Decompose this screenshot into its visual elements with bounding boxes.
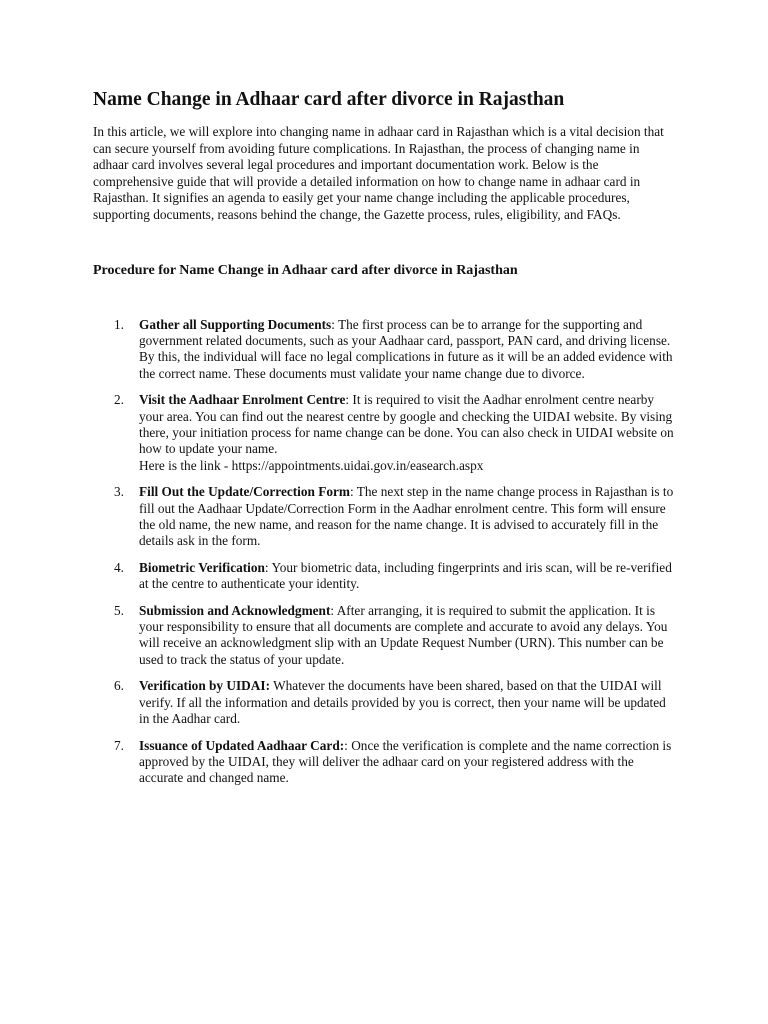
step-separator: :	[345, 392, 353, 408]
step-title: Fill Out the Update/Correction Form	[139, 484, 350, 500]
step-item	[93, 603, 675, 669]
step-number: 6.	[114, 678, 124, 694]
step-title: Submission and Acknowledgment	[139, 602, 331, 618]
step-text: Whatever the documents have been shared, based on that the UIDAI will verify. If all the information and details provided by you is correct, then your name will be updated in the Aadhar card.	[139, 678, 666, 727]
step-number: 7.	[114, 737, 124, 753]
step-number: 2.	[114, 392, 124, 408]
step-number: 3.	[114, 484, 124, 500]
step-title: Verification by UIDAI:	[139, 678, 270, 694]
step-text: The next step in the name change process in Rajasthan is to fill out the Aadhaar Update/Correction Form in the Aadhar enrolment centre. This form will ensure the old name, the new name, and reason for the name change. It is advised to accurately fill in the details ask in the form.	[139, 484, 674, 549]
section-heading: Procedure for Name Change in Adhaar card after divorce in Rajasthan	[93, 262, 518, 278]
step-separator: :	[344, 737, 352, 753]
step-item	[93, 678, 675, 727]
step-item	[93, 738, 675, 787]
step-separator: :	[331, 316, 338, 332]
step-text: The first process can be to arrange for the supporting and government related documents, such as your Aadhaar card, passport, PAN card, and driving license. By this, the individual will face no legal complications in future as it will be an added evidence with the correct name. These documents must validate your name change due to divorce.	[139, 316, 673, 381]
step-text: Once the verification is complete and the name correction is approved by the UIDAI, they will deliver the adhaar card on your registered address with the accurate and changed name.	[139, 737, 672, 786]
step-number: 4.	[114, 559, 124, 575]
step-number: 1.	[114, 316, 124, 332]
step-separator: :	[330, 602, 337, 618]
step-title: Issuance of Updated Aadhaar Card:	[139, 737, 345, 753]
intro-paragraph: In this article, we will explore into changing name in adhaar card in Rajasthan which is a vital decision that can secure yourself from avoiding future complications. In Rajasthan, the process of changing name in adhaar card involves several legal procedures and important documentation work. Below is the comprehensive guide that will provide a detailed information on how to change name in adhaar card in Rajasthan. It signifies an agenda to easily get your name change including the applicable procedures, supporting documents, reasons behind the change, the Gazette process, rules, eligibility, and FAQs.	[93, 124, 664, 222]
step-title: Visit the Aadhaar Enrolment Centre	[139, 392, 346, 408]
step-separator: :	[350, 484, 357, 500]
step-number: 5.	[114, 602, 124, 618]
step-item	[93, 560, 675, 593]
step-item	[93, 317, 675, 383]
step-title: Gather all Supporting Documents	[139, 316, 332, 332]
step-text: After arranging, it is required to submit the application. It is your responsibility to ensure that all documents are complete and accurate to avoid any delays. You will receive an acknowledgment slip with an Update Request Number (URN). This number can be used to track the status of your update.	[139, 602, 668, 667]
step-text: It is required to visit the Aadhar enrolment centre nearby your area. You can find out the nearest centre by google and checking the UIDAI website. By vising there, your initiation process for name change can be done. You can also check in UIDAI website on how to update your name.	[139, 392, 674, 457]
step-separator: :	[264, 559, 272, 575]
step-title: Biometric Verification	[139, 559, 265, 575]
document-title: Name Change in Adhaar card after divorce in Rajasthan	[93, 89, 565, 110]
procedure-steps-list	[93, 317, 672, 787]
uidai-link-text: Here is the link - https://appointments.uidai.gov.in/easearch.aspx	[139, 457, 484, 473]
step-text: Your biometric data, including fingerprints and iris scan, will be re-verified at the centre to authenticate your identity.	[139, 559, 672, 592]
step-item	[93, 392, 675, 474]
step-item	[93, 484, 675, 550]
